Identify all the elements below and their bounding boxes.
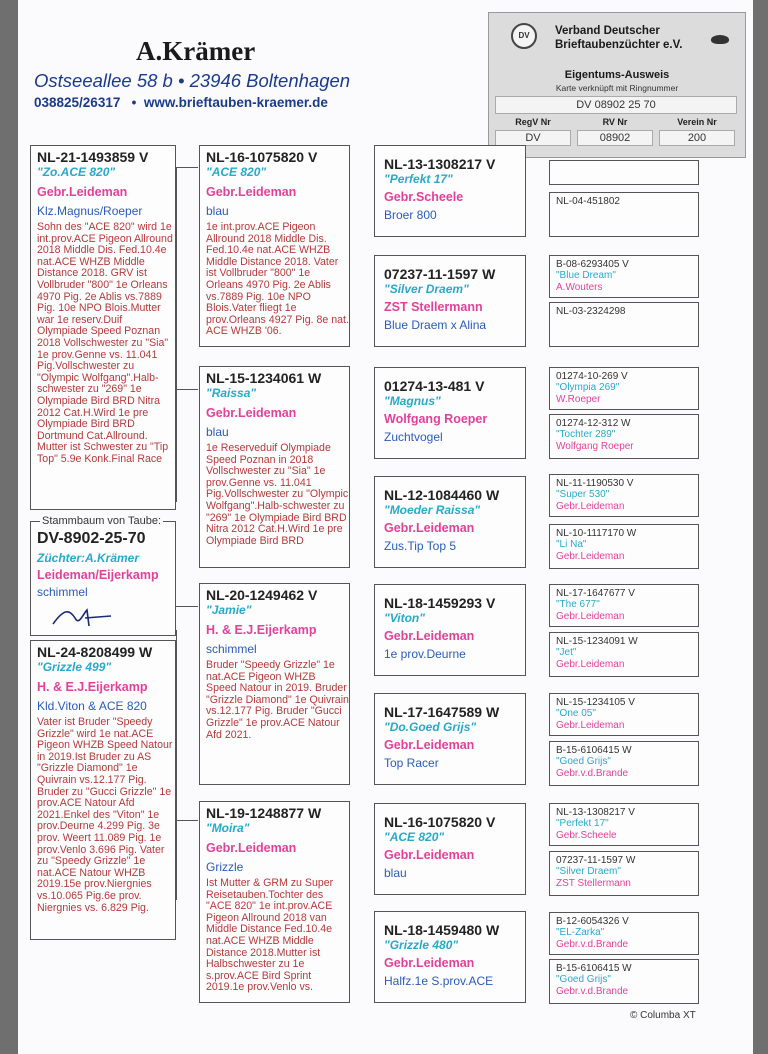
ancestor-box: [549, 741, 699, 786]
pigeon-breeder: Gebr.Leideman: [206, 185, 297, 199]
cert-header: RV Nr: [602, 117, 628, 127]
ring-number: NL-24-8208499 W: [37, 644, 153, 660]
breeder-name: A.Krämer: [136, 36, 256, 66]
ancestor-box: [549, 192, 699, 237]
dam-box: [30, 640, 176, 940]
cert-header: Verein Nr: [677, 117, 717, 127]
pigeon-name: "Grizzle 480": [384, 938, 459, 952]
cert-value: 08902: [577, 130, 653, 146]
ancestor-box: [549, 803, 699, 846]
grandparent-box: [199, 145, 350, 347]
subject-color: schimmel: [37, 585, 88, 599]
pigeon-color: Zus.Tip Top 5: [384, 539, 457, 553]
pigeon-name: "EL-Zarka": [556, 927, 605, 938]
cert-table: [495, 117, 735, 146]
pigeon-color: 1e prov.Deurne: [384, 647, 466, 661]
pigeon-name: "Olympia 269": [556, 382, 620, 393]
pigeon-name: "Perfekt 17": [384, 172, 453, 186]
great-grandparent-box: [374, 693, 526, 785]
pigeon-name: "ACE 820": [384, 830, 445, 844]
connector-line: [176, 167, 198, 168]
great-grandparent-box: [374, 803, 526, 895]
cert-ring: DV 08902 25 70: [495, 96, 737, 114]
pigeon-breeder: Gebr.Leideman: [384, 956, 475, 970]
pigeon-name: "Silver Draem": [556, 866, 621, 877]
pigeon-name: "Raissa": [206, 386, 257, 400]
breeder-address: Ostseeallee 58 b • 23946 Boltenhagen: [34, 70, 351, 91]
pigeon-info: Ist Mutter & GRM zu Super Reisetauben.Tochter des "ACE 820" 1e int.prov.ACE Pigeon Allround 2018 van Middle Distance Fed.10.4e nat.ACE WHZB Middle Distance 2018.Mutter ist Halbschwester zu 1e s.prov.ACE Bird Sprint 2019.1e prov.Venlo vs.: [206, 877, 334, 994]
pigeon-color: Kld.Viton & ACE 820: [37, 699, 147, 713]
great-grandparent-box: [374, 476, 526, 568]
ancestor-box: [549, 367, 699, 410]
pedigree-sheet: [18, 0, 753, 1054]
ancestor-box: [549, 414, 699, 459]
great-grandparent-box: [374, 584, 526, 676]
pigeon-name: "Moira": [206, 821, 250, 835]
pigeon-name: "Zo.ACE 820": [37, 165, 116, 179]
pigeon-name: "Jamie": [206, 603, 252, 617]
ring-number: B-15-6106415 W: [556, 745, 632, 756]
ring-number: NL-13-1308217 V: [556, 807, 635, 818]
connector-line: [176, 606, 198, 607]
pigeon-info: Bruder "Speedy Grizzle" 1e nat.ACE Pigeon WHZB Speed Natour in 2019. Bruder "Grizzle Diamond" 1e Quivrain vs.12.177 Pig. Bruder "Gucci Grizzle" 1e prov.ACE Natour Afd 2021.: [206, 659, 349, 741]
pigeon-breeder: Wolfgang Roeper: [384, 412, 488, 426]
pigeon-color: schimmel: [206, 642, 257, 656]
pigeon-breeder: Gebr.Leideman: [384, 629, 475, 643]
ancestor-box: [549, 851, 699, 896]
pigeon-color: Zuchtvogel: [384, 430, 443, 444]
pigeon-breeder: Gebr.Leideman: [556, 501, 625, 512]
ring-number: 01274-13-481 V: [384, 378, 485, 394]
ring-number: NL-18-1459293 V: [384, 595, 496, 611]
pigeon-breeder: ZST Stellermann: [384, 300, 483, 314]
grandparent-box: [199, 801, 350, 1003]
pigeon-breeder: Gebr.Leideman: [206, 406, 297, 420]
pigeon-breeder: Gebr.Leideman: [556, 720, 625, 731]
pigeon-silhouette-icon: [711, 35, 729, 44]
signature: [49, 604, 119, 630]
cert-value: 200: [659, 130, 735, 146]
pigeon-name: "One 05": [556, 708, 596, 719]
pigeon-name: "Grizzle 499": [37, 660, 112, 674]
breeder-contact: 038825/26317 • www.brieftauben-kraemer.de: [34, 95, 328, 110]
connector-line: [176, 820, 198, 821]
pigeon-name: "The 677": [556, 599, 600, 610]
ring-number: B-12-6054326 V: [556, 916, 629, 927]
ownership-certificate: [488, 12, 746, 158]
grandparent-box: [199, 366, 350, 568]
pigeon-name: "Magnus": [384, 394, 441, 408]
pigeon-color: Blue Draem x Alina: [384, 318, 487, 332]
pigeon-name: "Do.Goed Grijs": [384, 720, 477, 734]
ring-number: 01274-10-269 V: [556, 371, 628, 382]
cert-title: Eigentums-Ausweis: [564, 69, 670, 81]
connector-line: [176, 167, 177, 502]
great-grandparent-box: [374, 911, 526, 1003]
pigeon-info: 1e Reserveduif Olympiade Speed Poznan in 2018 Vollschwester zu "Sia" 1e prov.Genne vs. 11.041 Pig.Vollschwester zu "Olympic Wolfgang".Halb-schwester zu "269" 1e Olympiade Bird BRD Nitra 2012 Cat.H.Wird 1e pre Olympiade Bird BRD: [206, 442, 349, 547]
ancestor-box: [549, 255, 699, 298]
pigeon-color: blau: [206, 204, 229, 218]
ring-number: NL-20-1249462 V: [206, 587, 318, 603]
subject-ring: DV-8902-25-70: [37, 530, 146, 547]
pigeon-breeder: Gebr.Leideman: [556, 611, 625, 622]
pigeon-breeder: Gebr.v.d.Brande: [556, 768, 629, 779]
pigeon-info: Sohn des "ACE 820" wird 1e int.prov.ACE Pigeon Allround 2018 Middle Dis. Fed.10.4e nat.ACE WHZB Middle Distance 2018. GRV ist Vollbruder "800" 1e Orleans 4970 Pig. 2e Ablis vs.7889 Pig. 10e NPO Blois.Mutter war 1e reserv.Duif Olympiade Speed Poznan 2018 Vollschwester zu "Sia" 1e prov.Genne vs. 11.041 Pig.Vollschwester zu "Olympic Wolfgang".Halb-schwester zu "269" 1e Olympiade Bird BRD Nitra 2012 Cat.H.Wird 1e pre Olympiade Bird BRD Dortmund Cat.Allround. Mutter ist Schwester zu "Tip Top" 5.9e Konk.Final Race: [37, 221, 173, 465]
ring-number: NL-19-1248877 W: [206, 805, 322, 821]
pigeon-breeder: A.Wouters: [556, 282, 603, 293]
ancestor-box: [549, 632, 699, 677]
pigeon-color: Grizzle: [206, 860, 244, 874]
pigeon-breeder: H. & E.J.Eijerkamp: [37, 680, 148, 694]
org-line1: Verband Deutscher: [555, 25, 660, 37]
copyright: © Columba XT: [630, 1010, 696, 1021]
ring-number: NL-15-1234061 W: [206, 370, 322, 386]
pigeon-name: "Jet": [556, 647, 577, 658]
connector-line: [176, 389, 198, 390]
pigeon-color: Klz.Magnus/Roeper: [37, 204, 143, 218]
ring-number: NL-15-1234091 W: [556, 636, 638, 647]
pigeon-breeder: Gebr.v.d.Brande: [556, 986, 629, 997]
pigeon-breeder: Gebr.Leideman: [556, 659, 625, 670]
ring-number: NL-17-1647677 V: [556, 588, 635, 599]
pigeon-color: Top Racer: [384, 756, 439, 770]
pigeon-breeder: Gebr.Leideman: [556, 551, 625, 562]
ancestor-box: [549, 959, 699, 1004]
ring-number: NL-16-1075820 V: [384, 814, 496, 830]
subject-lineage: Leideman/Eijerkamp: [37, 568, 159, 582]
ring-number: NL-17-1647589 W: [384, 704, 500, 720]
ancestor-box: [549, 693, 699, 736]
subject-label: Stammbaum von Taube:: [42, 515, 162, 527]
pigeon-breeder: Gebr.Leideman: [384, 848, 475, 862]
grandparent-box: [199, 583, 350, 785]
connector-line: [176, 630, 177, 900]
ring-number: NL-11-1190530 V: [556, 478, 634, 489]
ring-number: NL-21-1493859 V: [37, 149, 149, 165]
pigeon-breeder: Wolfgang Roeper: [556, 441, 634, 452]
pigeon-breeder: H. & E.J.Eijerkamp: [206, 623, 317, 637]
pigeon-name: "Goed Grijs": [556, 756, 611, 767]
vdbz-logo: DV: [511, 23, 537, 49]
cert-value: DV: [495, 130, 571, 146]
pigeon-name: "Blue Dream": [556, 270, 616, 281]
pigeon-color: blau: [206, 425, 229, 439]
pigeon-name: "Li Na": [556, 539, 587, 550]
great-grandparent-box: [374, 255, 526, 347]
ring-number: NL-04-451802: [556, 196, 620, 207]
pigeon-breeder: Gebr.Leideman: [384, 521, 475, 535]
cert-subtitle: Karte verknüpft mit Ringnummer: [555, 83, 679, 93]
ring-number: NL-16-1075820 V: [206, 149, 318, 165]
ring-number: 07237-11-1597 W: [556, 855, 636, 866]
pigeon-color: Halfz.1e S.prov.ACE: [384, 974, 494, 988]
pigeon-name: "Viton": [384, 611, 425, 625]
ring-number: NL-10-1117170 W: [556, 528, 637, 539]
ring-number: NL-12-1084460 W: [384, 487, 500, 503]
pigeon-breeder: Gebr.Leideman: [384, 738, 475, 752]
pigeon-name: "Silver Draem": [384, 282, 469, 296]
pigeon-color: blau: [384, 866, 407, 880]
pigeon-breeder: Gebr.v.d.Brande: [556, 939, 629, 950]
ancestor-box: [549, 524, 699, 569]
ring-number: B-08-6293405 V: [556, 259, 629, 270]
pigeon-breeder: W.Roeper: [556, 394, 601, 405]
pigeon-name: "Perfekt 17": [556, 818, 609, 829]
pigeon-info: Vater ist Bruder "Speedy Grizzle" wird 1e nat.ACE Pigeon WHZB Speed Natour in 2019.Ist Bruder zu AS "Grizzle Diamond" 1e Quivrain vs.12.177 Pig. Bruder zu "Gucci Grizzle" 1e prov.ACE Natour Afd 2021.Enkel des "Viton" 1e prov.Deurne 4.299 Pig. 3e prov. Weert 11.089 Pig. 1e prov.Venlo 3.696 Pig. Vater zu "Speedy Grizzle" 1e nat.ACE Natour WHZB 2019.15e prov.Niergnies vs.10.065 Pig.6e prov. Niergnies vs. 6.829 Pig.: [37, 716, 173, 914]
pigeon-breeder: Gebr.Leideman: [37, 185, 128, 199]
ring-number: 01274-12-312 W: [556, 418, 631, 429]
pigeon-breeder: ZST Stellermann: [556, 878, 631, 889]
pigeon-name: "ACE 820": [206, 165, 267, 179]
pigeon-name: "Super 530": [556, 489, 610, 500]
ancestor-box: [549, 302, 699, 347]
pigeon-breeder: Gebr.Leideman: [206, 841, 297, 855]
pigeon-breeder: Gebr.Scheele: [384, 190, 464, 204]
pigeon-color: Broer 800: [384, 208, 437, 222]
ring-number: NL-15-1234105 V: [556, 697, 635, 708]
sire-box: [30, 145, 176, 510]
ancestor-box: [549, 474, 699, 517]
pigeon-name: "Goed Grijs": [556, 974, 611, 985]
ring-number: NL-03-2324298: [556, 306, 626, 317]
pigeon-name: "Moeder Raissa": [384, 503, 481, 517]
subject-box: [30, 521, 176, 636]
ancestor-box: [549, 584, 699, 627]
great-grandparent-box: [374, 367, 526, 459]
ancestor-box: [549, 912, 699, 955]
ring-number: NL-18-1459480 W: [384, 922, 500, 938]
pigeon-name: "Tochter 289": [556, 429, 616, 440]
pigeon-info: 1e int.prov.ACE Pigeon Allround 2018 Middle Dis. Fed.10.4e nat.ACE WHZB Middle Distance 2018. Vater ist Vollbruder "800" 1e Orleans 4970 Pig. 2e Ablis vs.7889 Pig. 10e NPO Blois.Vater fliegt 1e prov.Orleans 4927 Pig. 8e nat. ACE WHZB '06.: [206, 221, 349, 338]
subject-breeder: Züchter:A.Krämer: [37, 551, 140, 565]
great-grandparent-box: [374, 145, 526, 237]
cert-header: RegV Nr: [515, 117, 551, 127]
ancestor-box: [549, 160, 699, 185]
pigeon-breeder: Gebr.Scheele: [556, 830, 617, 841]
ring-number: B-15-6106415 W: [556, 963, 632, 974]
org-line2: Brieftaubenzüchter e.V.: [555, 39, 683, 51]
ring-number: NL-13-1308217 V: [384, 156, 496, 172]
ring-number: 07237-11-1597 W: [384, 266, 496, 282]
